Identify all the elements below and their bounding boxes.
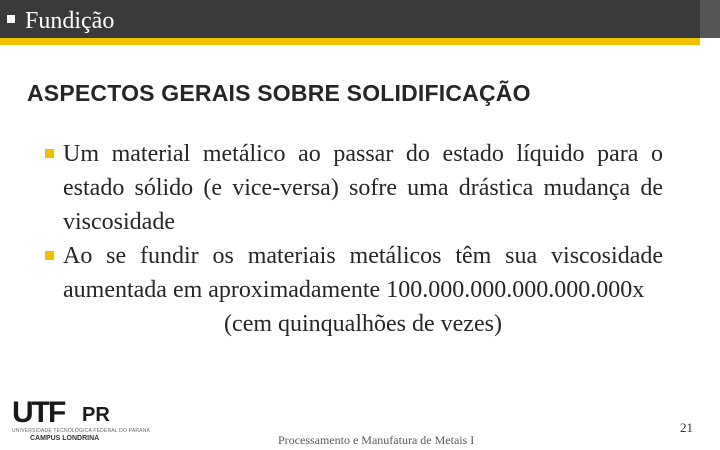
bullet-text: Um material metálico ao passar do estado líquido para o estado sólido (e vice-versa) sofre uma drástica mudança de viscosidade [63, 141, 663, 235]
slide-content [43, 137, 663, 341]
logo-state: PR [82, 404, 110, 426]
logo-main: UTF [12, 396, 65, 429]
header-bar [0, 0, 720, 38]
header-corner [700, 0, 720, 38]
section-title-text: Fundição [25, 8, 115, 34]
bullet-item [43, 239, 663, 307]
bullet-text: Ao se fundir os materiais metálicos têm sua viscosidade aumentada em aproximadamente 100.000.000.000.000.000x [63, 243, 663, 303]
slide-subtitle: ASPECTOS GERAIS SOBRE SOLIDIFICAÇÃO [27, 80, 531, 106]
utfpr-logo [12, 396, 151, 442]
section-title [7, 7, 114, 35]
bullet-note: (cem quinqualhões de vezes) [224, 311, 502, 337]
logo-campus: CAMPUS LONDRINA [30, 435, 100, 442]
bullet-item [43, 137, 663, 239]
square-bullet-icon [45, 251, 54, 260]
square-bullet-icon [7, 15, 15, 23]
square-bullet-icon [45, 149, 54, 158]
footer-course: Processamento e Manufatura de Metais I [278, 433, 475, 447]
page-number: 21 [680, 420, 693, 435]
accent-line [0, 38, 700, 45]
logo-university: UNIVERSIDADE TECNOLÓGICA FEDERAL DO PARANÁ [12, 428, 151, 434]
